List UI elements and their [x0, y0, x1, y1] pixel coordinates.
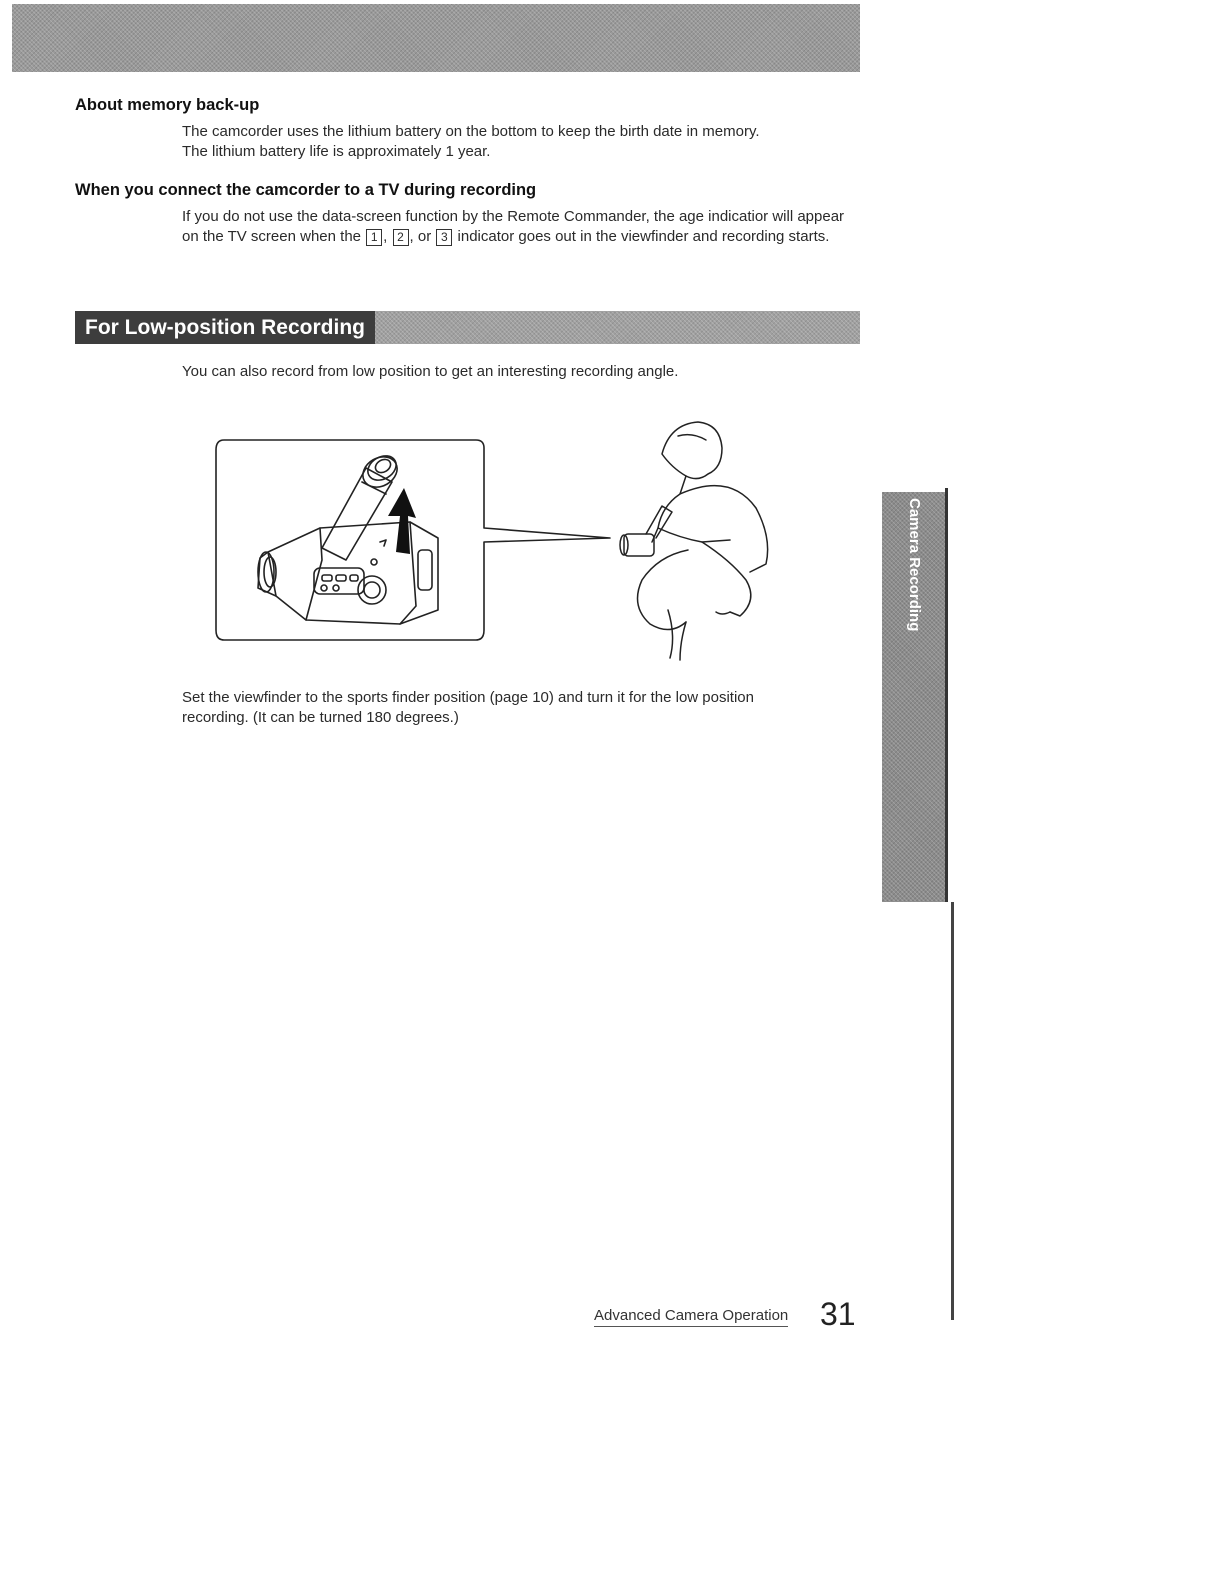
edge-marker-upper [945, 488, 948, 902]
edge-marker-lower [951, 902, 954, 1320]
tv-connect-sep2: , or [409, 228, 436, 245]
tv-connect-text-b: indicator goes out in the viewfinder and recording starts. [453, 228, 830, 245]
camcorder-icon [258, 522, 438, 624]
memory-backup-line2: The lithium battery life is approximately 1 year. [182, 143, 491, 160]
person-recording-icon [620, 422, 768, 660]
indicator-box-1: 1 [366, 229, 382, 246]
memory-backup-text [182, 122, 852, 162]
chapter-tab [882, 492, 946, 902]
tv-connect-text [182, 207, 852, 247]
section-title: For Low-position Recording [75, 311, 375, 344]
memory-backup-line1: The camcorder uses the lithium battery on the bottom to keep the birth date in memory. [182, 123, 760, 140]
indicator-box-3: 3 [436, 229, 452, 246]
low-position-instruction [182, 688, 852, 728]
section-band [75, 311, 860, 344]
tv-connect-heading: When you connect the camcorder to a TV during recording [75, 181, 537, 199]
header-band [12, 4, 860, 72]
instruction-line2: recording. (It can be turned 180 degrees.) [182, 709, 459, 726]
low-position-illustration [210, 410, 790, 665]
tv-connect-sep1: , [383, 228, 392, 245]
memory-backup-heading: About memory back-up [75, 96, 260, 114]
instruction-line1: Set the viewfinder to the sports finder position (page 10) and turn it for the low position [182, 689, 754, 706]
indicator-box-2: 2 [393, 229, 409, 246]
tv-connect-text-a: If you do not use the data-screen function by the Remote Commander, the age indicatior will appear on the TV screen when the [182, 208, 845, 245]
chapter-tab-label: Camera Recording [906, 498, 923, 632]
page-number: 31 [820, 1296, 856, 1332]
footer-section-label: Advanced Camera Operation [594, 1307, 788, 1327]
low-position-intro: You can also record from low position to get an interesting recording angle. [182, 363, 679, 380]
viewfinder-icon [322, 451, 403, 560]
